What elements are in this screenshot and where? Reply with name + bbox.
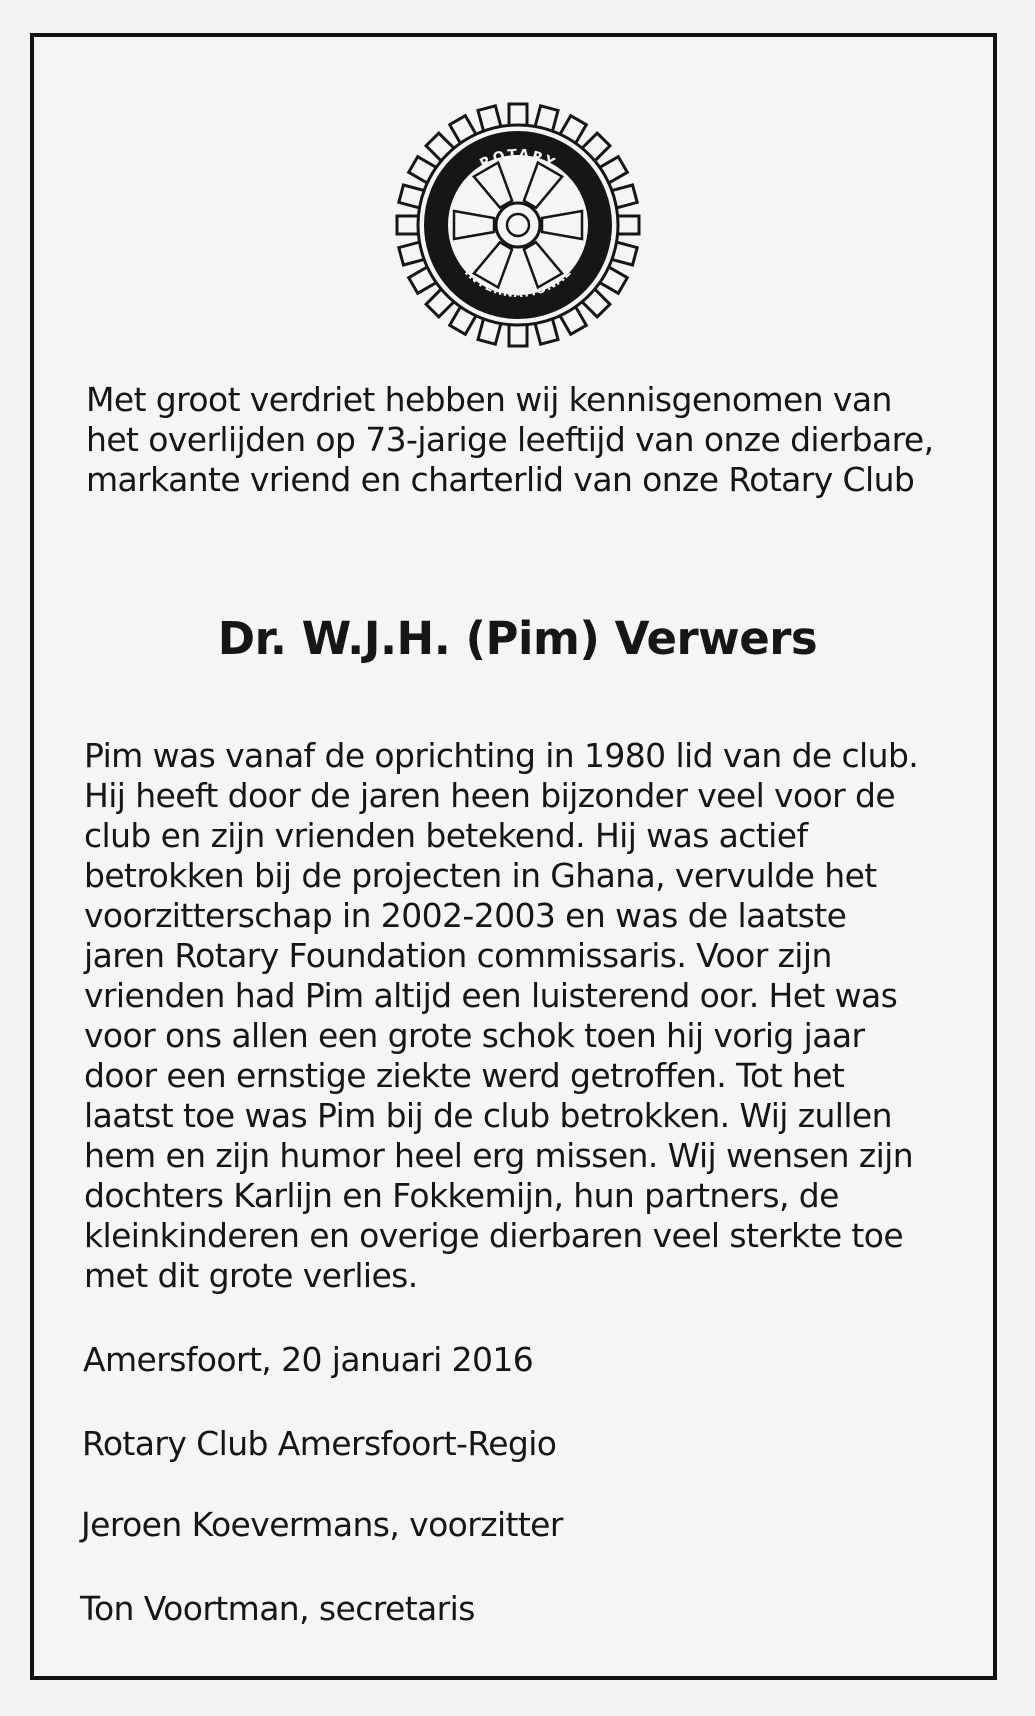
club-name: Rotary Club Amersfoort-Regio bbox=[82, 1424, 557, 1463]
place-date: Amersfoort, 20 januari 2016 bbox=[83, 1340, 534, 1379]
logo-bottom-text: INTERNATIONAL bbox=[461, 265, 575, 301]
intro-paragraph: Met groot verdriet hebben wij kennisgenomen van het overlijden op 73-jarige leeftijd van onze dierbare, markante vriend en charterlid van onze Rotary Club bbox=[86, 380, 934, 499]
logo-top-text: ROTARY bbox=[477, 146, 559, 173]
tribute-paragraph: Pim was vanaf de oprichting in 1980 lid van de club. Hij heeft door de jaren heen bijzonder veel voor de club en zijn vrienden betekend. Hij was actief betrokken bij de projecten in Ghana, vervulde het voorzitterschap in 2002-2003 en was de laatste jaren Rotary Foundation commissaris. Voor zijn vrienden had Pim altijd een luisterend oor. Het was voor ons allen een grote schok toen hij vorig jaar door een ernstige ziekte werd getroffen. Tot het laatst toe was Pim bij de club betrokken. Wij zullen hem en zijn humor heel erg missen. Wij wensen zijn dochters Karlijn en Fokkemijn, hun partners, de kleinkinderen en overige dierbaren veel sterkte toe met dit grote verlies. bbox=[84, 736, 919, 1295]
deceased-name: Dr. W.J.H. (Pim) Verwers bbox=[217, 612, 818, 665]
secretary-signature: Ton Voortman, secretaris bbox=[80, 1589, 475, 1628]
rotary-logo bbox=[389, 96, 647, 354]
chairman-signature: Jeroen Koevermans, voorzitter bbox=[81, 1505, 563, 1544]
